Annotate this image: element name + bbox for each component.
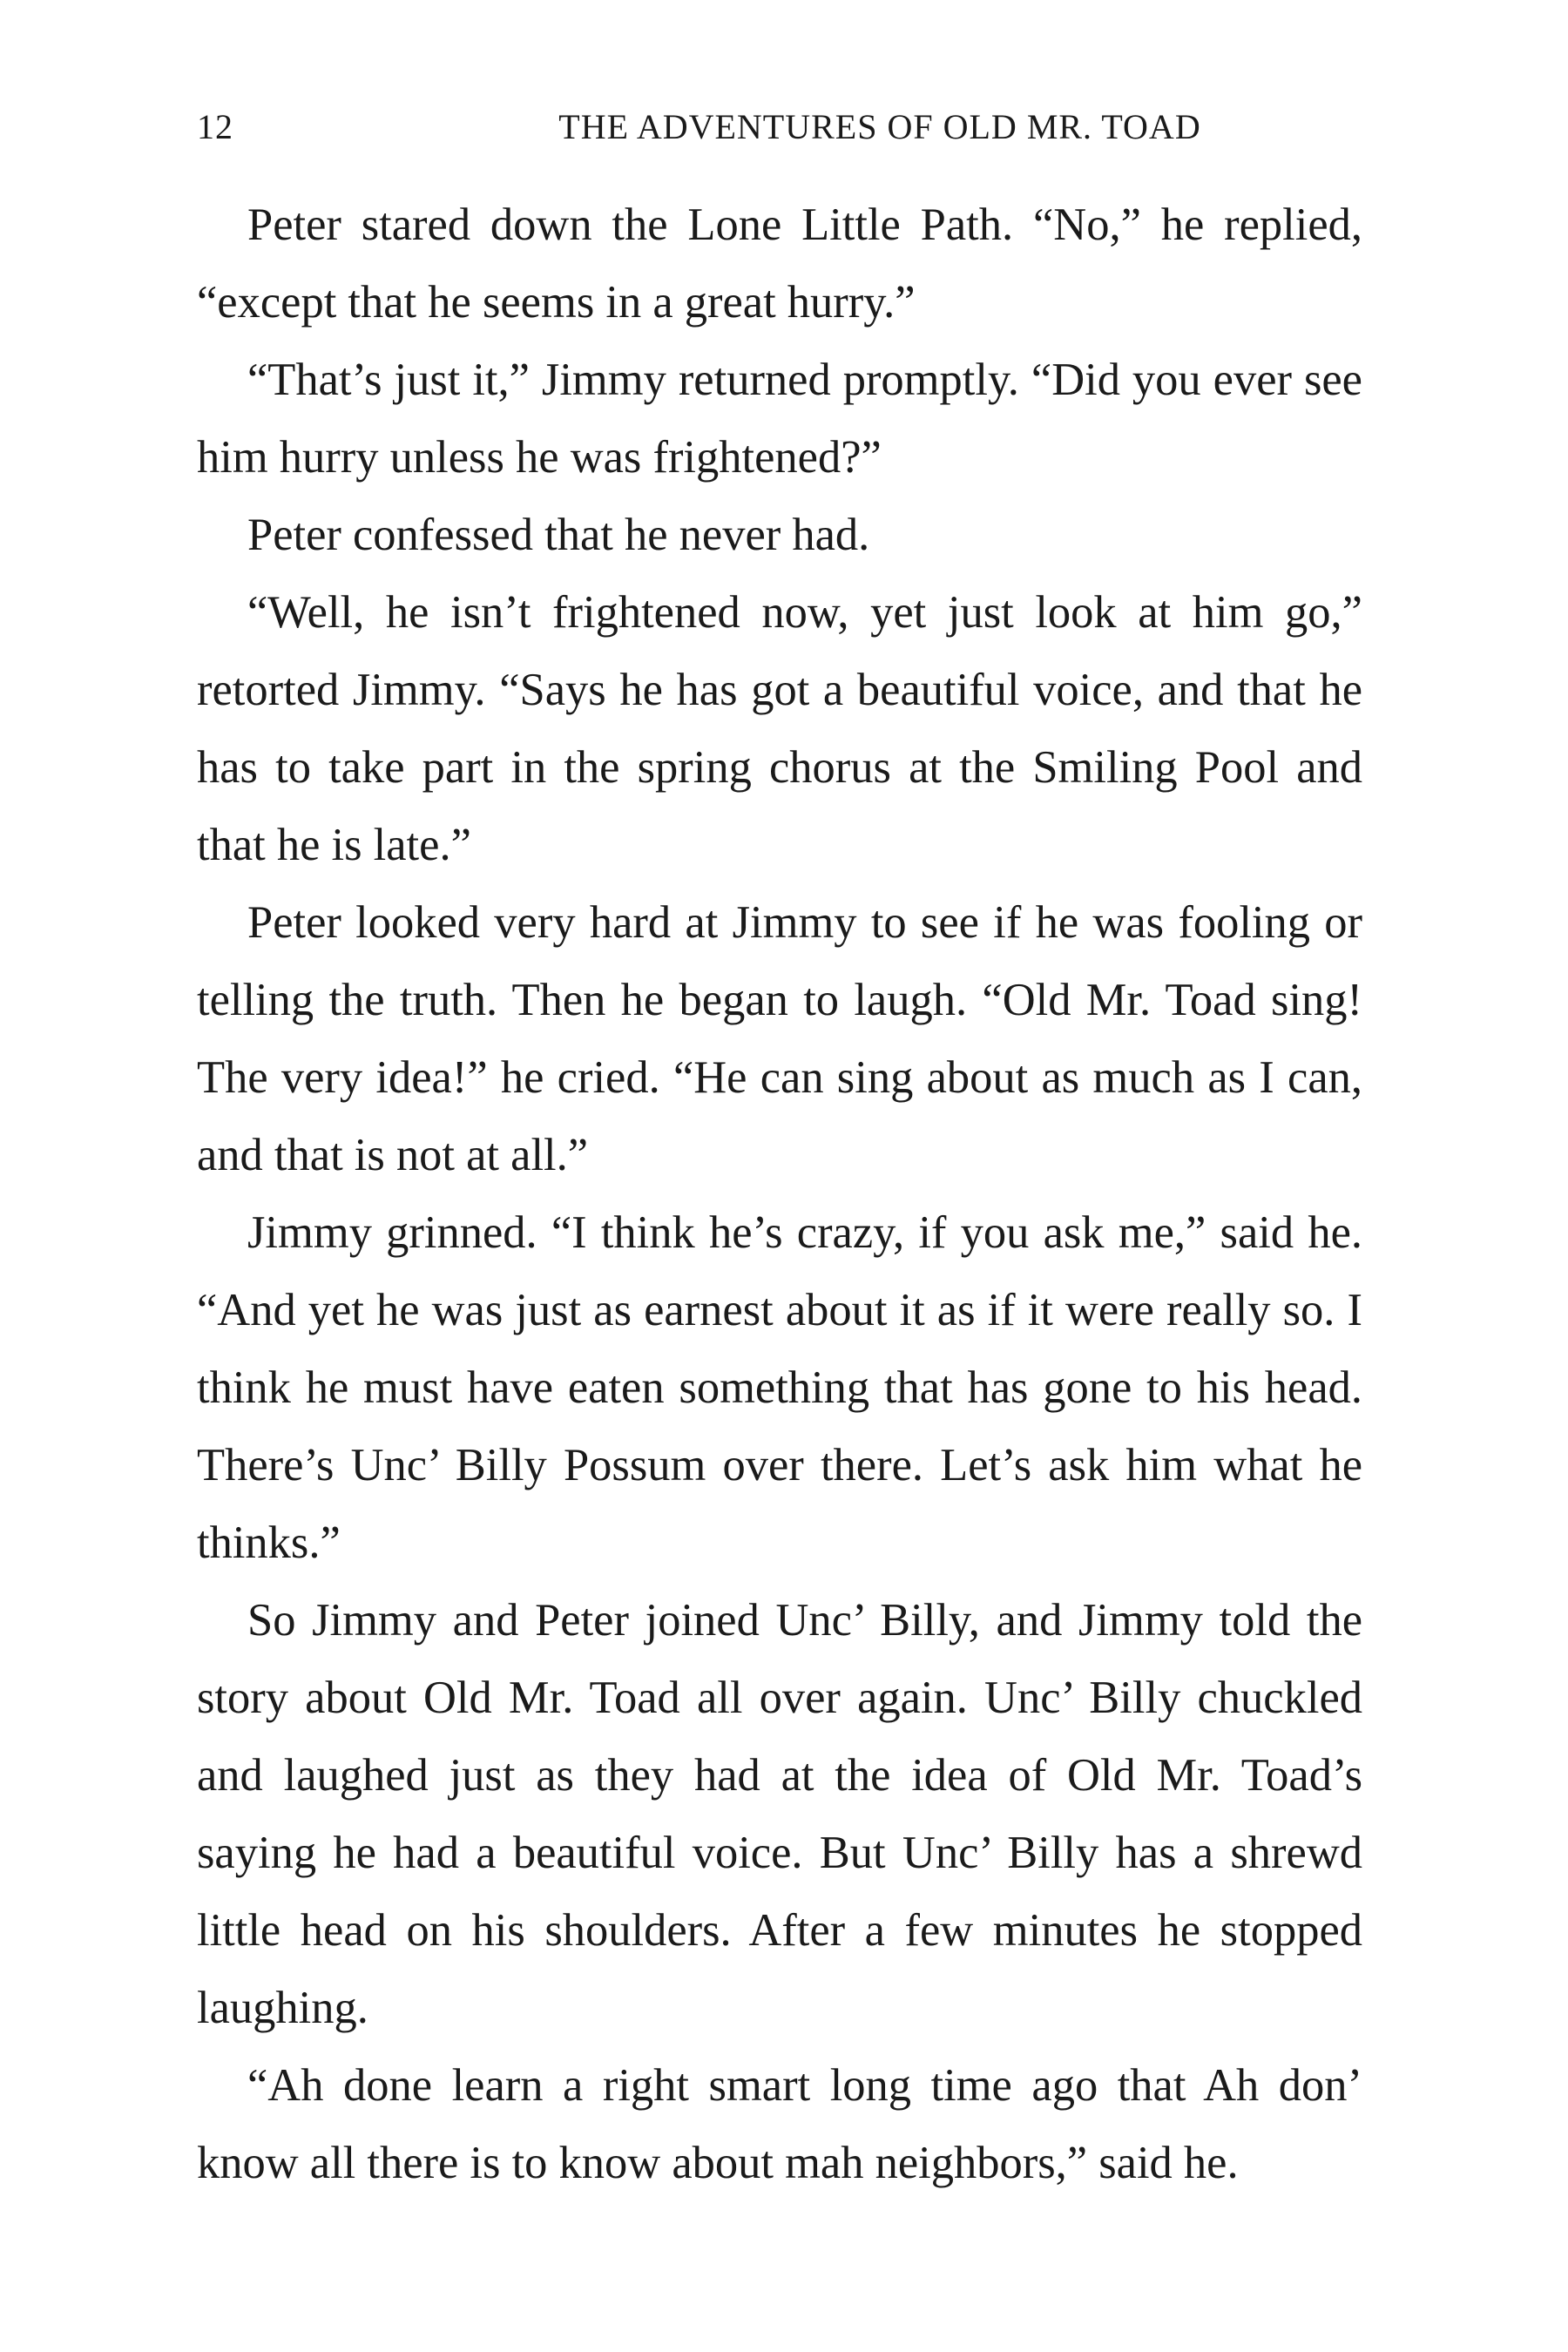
book-title: THE ADVENTURES OF OLD MR. TOAD <box>558 107 1201 146</box>
paragraph: “That’s just it,” Jimmy returned promptly. “Did you ever see him hurry unless he was frightened?” <box>197 355 1362 483</box>
paragraph: So Jimmy and Peter joined Unc’ Billy, and Jimmy told the story about Old Mr. Toad all over again. Unc’ Billy chuckled and laughed just as they had at the idea of Old Mr. Toad’s saying he had a beautiful voice. But Unc’ Billy has a shrewd little head on his shoulders. After a few minutes he stopped laughing. <box>197 1595 1362 2033</box>
paragraph: Jimmy grinned. “I think he’s crazy, if you ask me,” said he. “And yet he was just as earnest about it as if it were really so. I think he must have eaten something that has gone to his head. There’s Unc’ Billy Possum over there. Let’s ask him what he thinks.” <box>197 1207 1362 1568</box>
body-text <box>197 186 1362 2202</box>
paragraph: Peter confessed that he never had. <box>247 510 870 560</box>
paragraph: “Ah done learn a right smart long time ago that Ah don’ know all there is to know about mah neighbors,” said he. <box>197 2060 1362 2188</box>
paragraph: “Well, he isn’t frightened now, yet just look at him go,” retorted Jimmy. “Says he has got a beautiful voice, and that he has to take part in the spring chorus at the Smiling Pool and that he is late.” <box>197 587 1362 870</box>
paragraph: Peter looked very hard at Jimmy to see if he was fooling or telling the truth. Then he began to laugh. “Old Mr. Toad sing! The very idea!” he cried. “He can sing about as much as I can, and that is not at all.” <box>197 897 1362 1180</box>
running-head <box>197 106 1354 159</box>
page-number: 12 <box>197 107 233 146</box>
paragraph: Peter stared down the Lone Little Path. “No,” he replied, “except that he seems in a great hurry.” <box>197 199 1362 328</box>
